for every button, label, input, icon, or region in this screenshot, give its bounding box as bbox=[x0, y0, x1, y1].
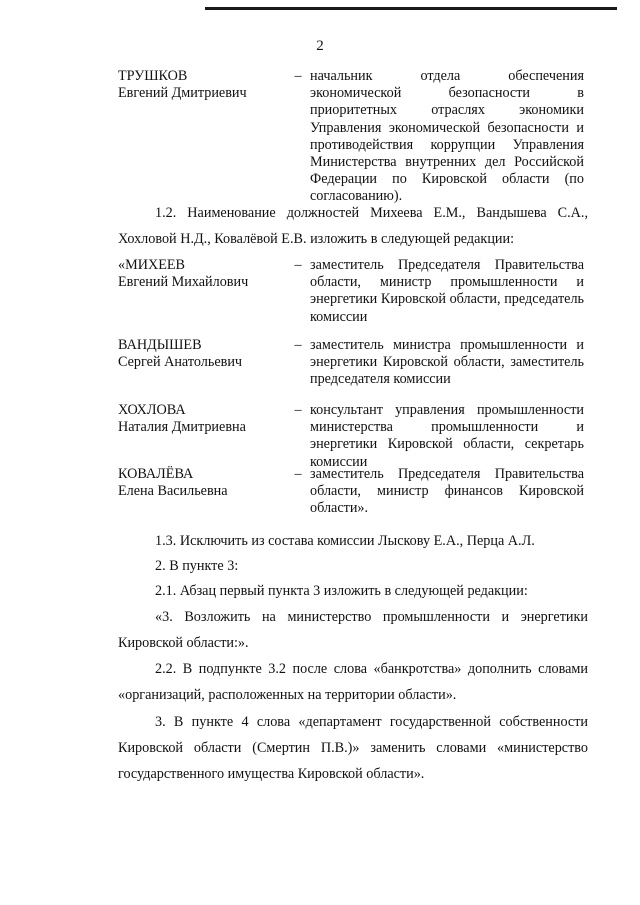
dash: – bbox=[294, 402, 302, 418]
member-entry-vandyshev bbox=[118, 337, 588, 392]
member-position: консультант управления промышленности министерства промышленности и энергетики Кировской области, секретарь комиссии bbox=[310, 402, 584, 470]
member-entry-kovaleva bbox=[118, 466, 588, 521]
member-surname: КОВАЛЁВА bbox=[118, 466, 194, 482]
top-rule bbox=[205, 7, 617, 10]
paragraph-3: 3. В пункте 4 слова «департамент государственной собственности Кировской области (Смертин П.В.)» заменить словами «министерство государственного имущества Кировской области». bbox=[118, 714, 588, 782]
member-given-name: Наталия Дмитриевна bbox=[118, 419, 246, 436]
member-position: начальник отдела обеспечения экономической безопасности в приоритетных отраслях экономики Управления экономической безопасности и противодействия коррупции Управления Министерства внутренних дел Российской Федерации по Кировской области (по согласованию). bbox=[310, 68, 584, 205]
member-given-name: Сергей Анатольевич bbox=[118, 354, 243, 371]
paragraph-2: 2. В пункте 3: bbox=[155, 558, 239, 574]
dash: – bbox=[294, 337, 302, 353]
member-name bbox=[118, 466, 283, 500]
member-surname: ТРУШКОВ bbox=[118, 68, 188, 84]
member-given-name: Елена Васильевна bbox=[118, 483, 228, 500]
member-entry-mikheev bbox=[118, 257, 588, 327]
page-number: 2 bbox=[316, 38, 324, 54]
member-surname: ВАНДЫШЕВ bbox=[118, 337, 202, 353]
member-name bbox=[118, 257, 283, 291]
member-name bbox=[118, 68, 283, 102]
dash: – bbox=[294, 68, 302, 84]
member-surname: «МИХЕЕВ bbox=[118, 257, 185, 273]
dash: – bbox=[294, 466, 302, 482]
dash: – bbox=[294, 257, 302, 273]
member-name bbox=[118, 337, 283, 371]
paragraph-1-2: 1.2. Наименование должностей Михеева Е.М., Вандышева С.А., Хохловой Н.Д., Ковалёвой Е.В. изложить в следующей редакции: bbox=[118, 205, 588, 247]
member-given-name: Евгений Михайлович bbox=[118, 274, 249, 291]
member-entry-trushkov bbox=[118, 68, 588, 205]
member-given-name: Евгений Дмитриевич bbox=[118, 85, 247, 102]
paragraph-1-3: 1.3. Исключить из состава комиссии Лыскову Е.А., Перца А.Л. bbox=[155, 533, 535, 549]
paragraph-2-2: 2.2. В подпункте 3.2 после слова «банкротства» дополнить словами «организаций, расположенных на территории области». bbox=[118, 661, 588, 703]
member-position: заместитель Председателя Правительства области, министр промышленности и энергетики Кировской области, председатель комиссии bbox=[310, 257, 584, 325]
paragraph-2-1: 2.1. Абзац первый пункта 3 изложить в следующей редакции: bbox=[155, 583, 528, 599]
member-surname: ХОХЛОВА bbox=[118, 402, 186, 418]
paragraph-quote: «3. Возложить на министерство промышленности и энергетики Кировской области:». bbox=[118, 609, 588, 651]
member-position: заместитель Председателя Правительства области, министр финансов Кировской области». bbox=[310, 466, 584, 517]
member-name bbox=[118, 402, 283, 436]
member-position: заместитель министра промышленности и энергетики Кировской области, заместитель председателя комиссии bbox=[310, 337, 584, 388]
member-entry-khokhlova bbox=[118, 402, 588, 470]
